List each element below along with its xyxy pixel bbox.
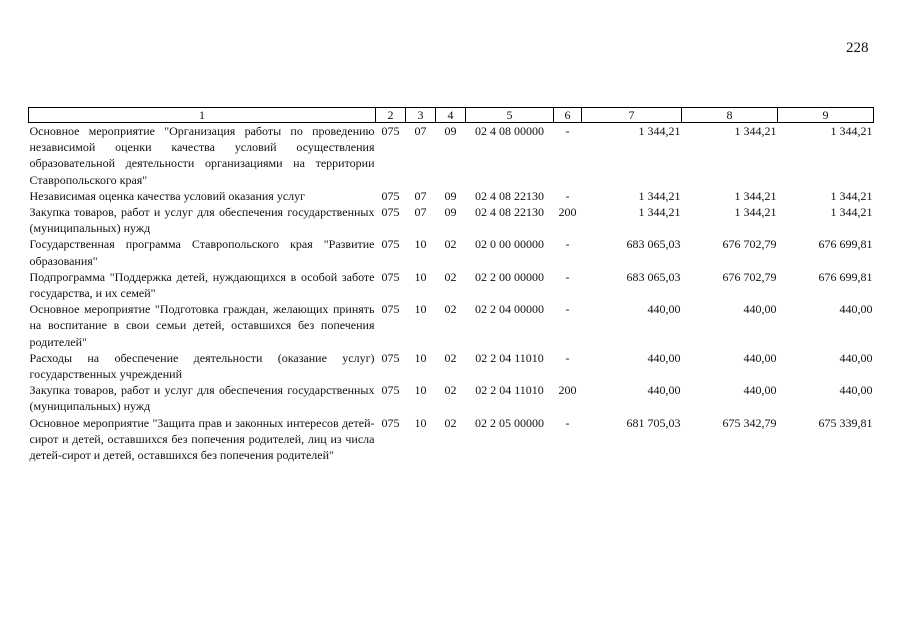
- target-article-code: 02 2 04 11010: [475, 383, 544, 398]
- expense-type-code: 200: [558, 205, 577, 220]
- target-article-code: 02 4 08 22130: [475, 205, 544, 220]
- amount-col-9: 1 344,21: [830, 124, 873, 138]
- expense-type-code: -: [565, 237, 570, 252]
- header-cell: 7: [582, 108, 682, 123]
- amount-col-7: 683 065,03: [626, 237, 681, 252]
- subsection-code: 09: [444, 124, 457, 138]
- budget-table: [28, 107, 874, 463]
- expense-name: Закупка товаров, работ и услуг для обеспечения государственных (муниципальных) нужд: [29, 383, 375, 414]
- amount-col-8: 675 342,79: [722, 415, 777, 430]
- expense-type-code: -: [565, 124, 570, 138]
- amount-col-7: 683 065,03: [626, 269, 681, 284]
- target-article-code: 02 2 04 11010: [475, 350, 544, 365]
- subsection-code: 02: [444, 269, 457, 284]
- subsection-code: 02: [444, 237, 457, 252]
- section-code: 07: [414, 124, 427, 138]
- target-article-code: 02 2 00 00000: [475, 269, 544, 284]
- section-code: 10: [414, 415, 427, 430]
- amount-col-8: 1 344,21: [734, 124, 777, 138]
- amount-col-9: 676 699,81: [818, 237, 873, 252]
- amount-col-9: 676 699,81: [818, 269, 873, 284]
- expense-name: Закупка товаров, работ и услуг для обеспечения государственных (муниципальных) нужд: [29, 205, 375, 236]
- subsection-code: 02: [444, 350, 457, 365]
- expense-type-code: -: [565, 302, 570, 317]
- amount-col-8: 440,00: [743, 302, 777, 317]
- ministry-code: 075: [381, 350, 400, 365]
- ministry-code: 075: [381, 415, 400, 430]
- subsection-code: 09: [444, 205, 457, 220]
- table-row: [29, 236, 874, 268]
- expense-name: Расходы на обеспечение деятельности (оказание услуг) государственных учреждений: [29, 350, 375, 382]
- header-cell: 9: [778, 108, 874, 123]
- target-article-code: 02 4 08 00000: [475, 124, 544, 138]
- table-row: [29, 350, 874, 382]
- expense-name: Основное мероприятие "Подготовка граждан, желающих принять на воспитание в свои семьи детей, оставшихся без попечения родителей": [29, 302, 375, 349]
- table-row: [29, 204, 874, 236]
- amount-col-7: 440,00: [647, 383, 681, 398]
- table-row: [29, 188, 874, 204]
- section-code: 07: [414, 188, 427, 203]
- expense-name: Государственная программа Ставропольского края "Развитие образования": [29, 237, 375, 268]
- amount-col-7: 681 705,03: [626, 415, 681, 430]
- header-cell: 3: [406, 108, 436, 123]
- amount-col-9: 675 339,81: [818, 415, 873, 430]
- ministry-code: 075: [381, 302, 400, 317]
- table-row: [29, 301, 874, 350]
- ministry-code: 075: [381, 269, 400, 284]
- target-article-code: 02 0 00 00000: [475, 237, 544, 252]
- amount-col-8: 1 344,21: [734, 188, 777, 203]
- table-row: [29, 123, 874, 188]
- header-cell: 2: [376, 108, 406, 123]
- amount-col-8: 440,00: [743, 383, 777, 398]
- target-article-code: 02 4 08 22130: [475, 188, 544, 203]
- expense-name: Основное мероприятие "Защита прав и законных интересов детей-сирот и детей, оставшихся без попечения родителей, лиц из числа детей-сирот и детей, оставшихся без попечения родителей": [29, 415, 375, 463]
- section-code: 10: [414, 237, 427, 252]
- header-row: [29, 108, 874, 123]
- header-cell: 1: [29, 108, 376, 123]
- header-cell: 6: [554, 108, 582, 123]
- ministry-code: 075: [381, 188, 400, 203]
- amount-col-8: 676 702,79: [722, 237, 777, 252]
- expense-type-code: -: [565, 269, 570, 284]
- amount-col-8: 440,00: [743, 350, 777, 365]
- section-code: 10: [414, 350, 427, 365]
- ministry-code: 075: [381, 237, 400, 252]
- subsection-code: 02: [444, 415, 457, 430]
- amount-col-8: 676 702,79: [722, 269, 777, 284]
- amount-col-9: 1 344,21: [830, 205, 873, 220]
- expense-name: Подпрограмма "Поддержка детей, нуждающихся в особой заботе государства, и их семей": [29, 269, 375, 301]
- ministry-code: 075: [381, 205, 400, 220]
- amount-col-9: 440,00: [839, 383, 873, 398]
- subsection-code: 02: [444, 383, 457, 398]
- amount-col-9: 440,00: [839, 302, 873, 317]
- amount-col-7: 440,00: [647, 302, 681, 317]
- target-article-code: 02 2 04 00000: [475, 302, 544, 317]
- subsection-code: 02: [444, 302, 457, 317]
- table-row: [29, 269, 874, 301]
- expense-type-code: -: [565, 415, 570, 430]
- target-article-code: 02 2 05 00000: [475, 415, 544, 430]
- ministry-code: 075: [381, 124, 400, 138]
- amount-col-7: 1 344,21: [638, 188, 681, 203]
- header-cell: 8: [682, 108, 778, 123]
- expense-type-code: 200: [558, 383, 577, 398]
- table-row: [29, 382, 874, 414]
- subsection-code: 09: [444, 188, 457, 203]
- table-body: [29, 123, 874, 464]
- section-code: 10: [414, 302, 427, 317]
- expense-type-code: -: [565, 350, 570, 365]
- amount-col-7: 1 344,21: [638, 205, 681, 220]
- table-row: [29, 415, 874, 464]
- amount-col-7: 440,00: [647, 350, 681, 365]
- header-cell: 5: [466, 108, 554, 123]
- header-cell: 4: [436, 108, 466, 123]
- section-code: 10: [414, 269, 427, 284]
- amount-col-7: 1 344,21: [638, 124, 681, 138]
- ministry-code: 075: [381, 383, 400, 398]
- page-number: 228: [846, 40, 869, 56]
- expense-name: Основное мероприятие "Организация работы по проведению независимой оценки качества условий осуществления образовательной деятельности организациями на территории Ставропольского края": [29, 124, 375, 187]
- section-code: 10: [414, 383, 427, 398]
- expense-type-code: -: [565, 188, 570, 203]
- section-code: 07: [414, 205, 427, 220]
- amount-col-9: 440,00: [839, 350, 873, 365]
- expense-name: Независимая оценка качества условий оказания услуг: [29, 188, 306, 203]
- amount-col-8: 1 344,21: [734, 205, 777, 220]
- amount-col-9: 1 344,21: [830, 188, 873, 203]
